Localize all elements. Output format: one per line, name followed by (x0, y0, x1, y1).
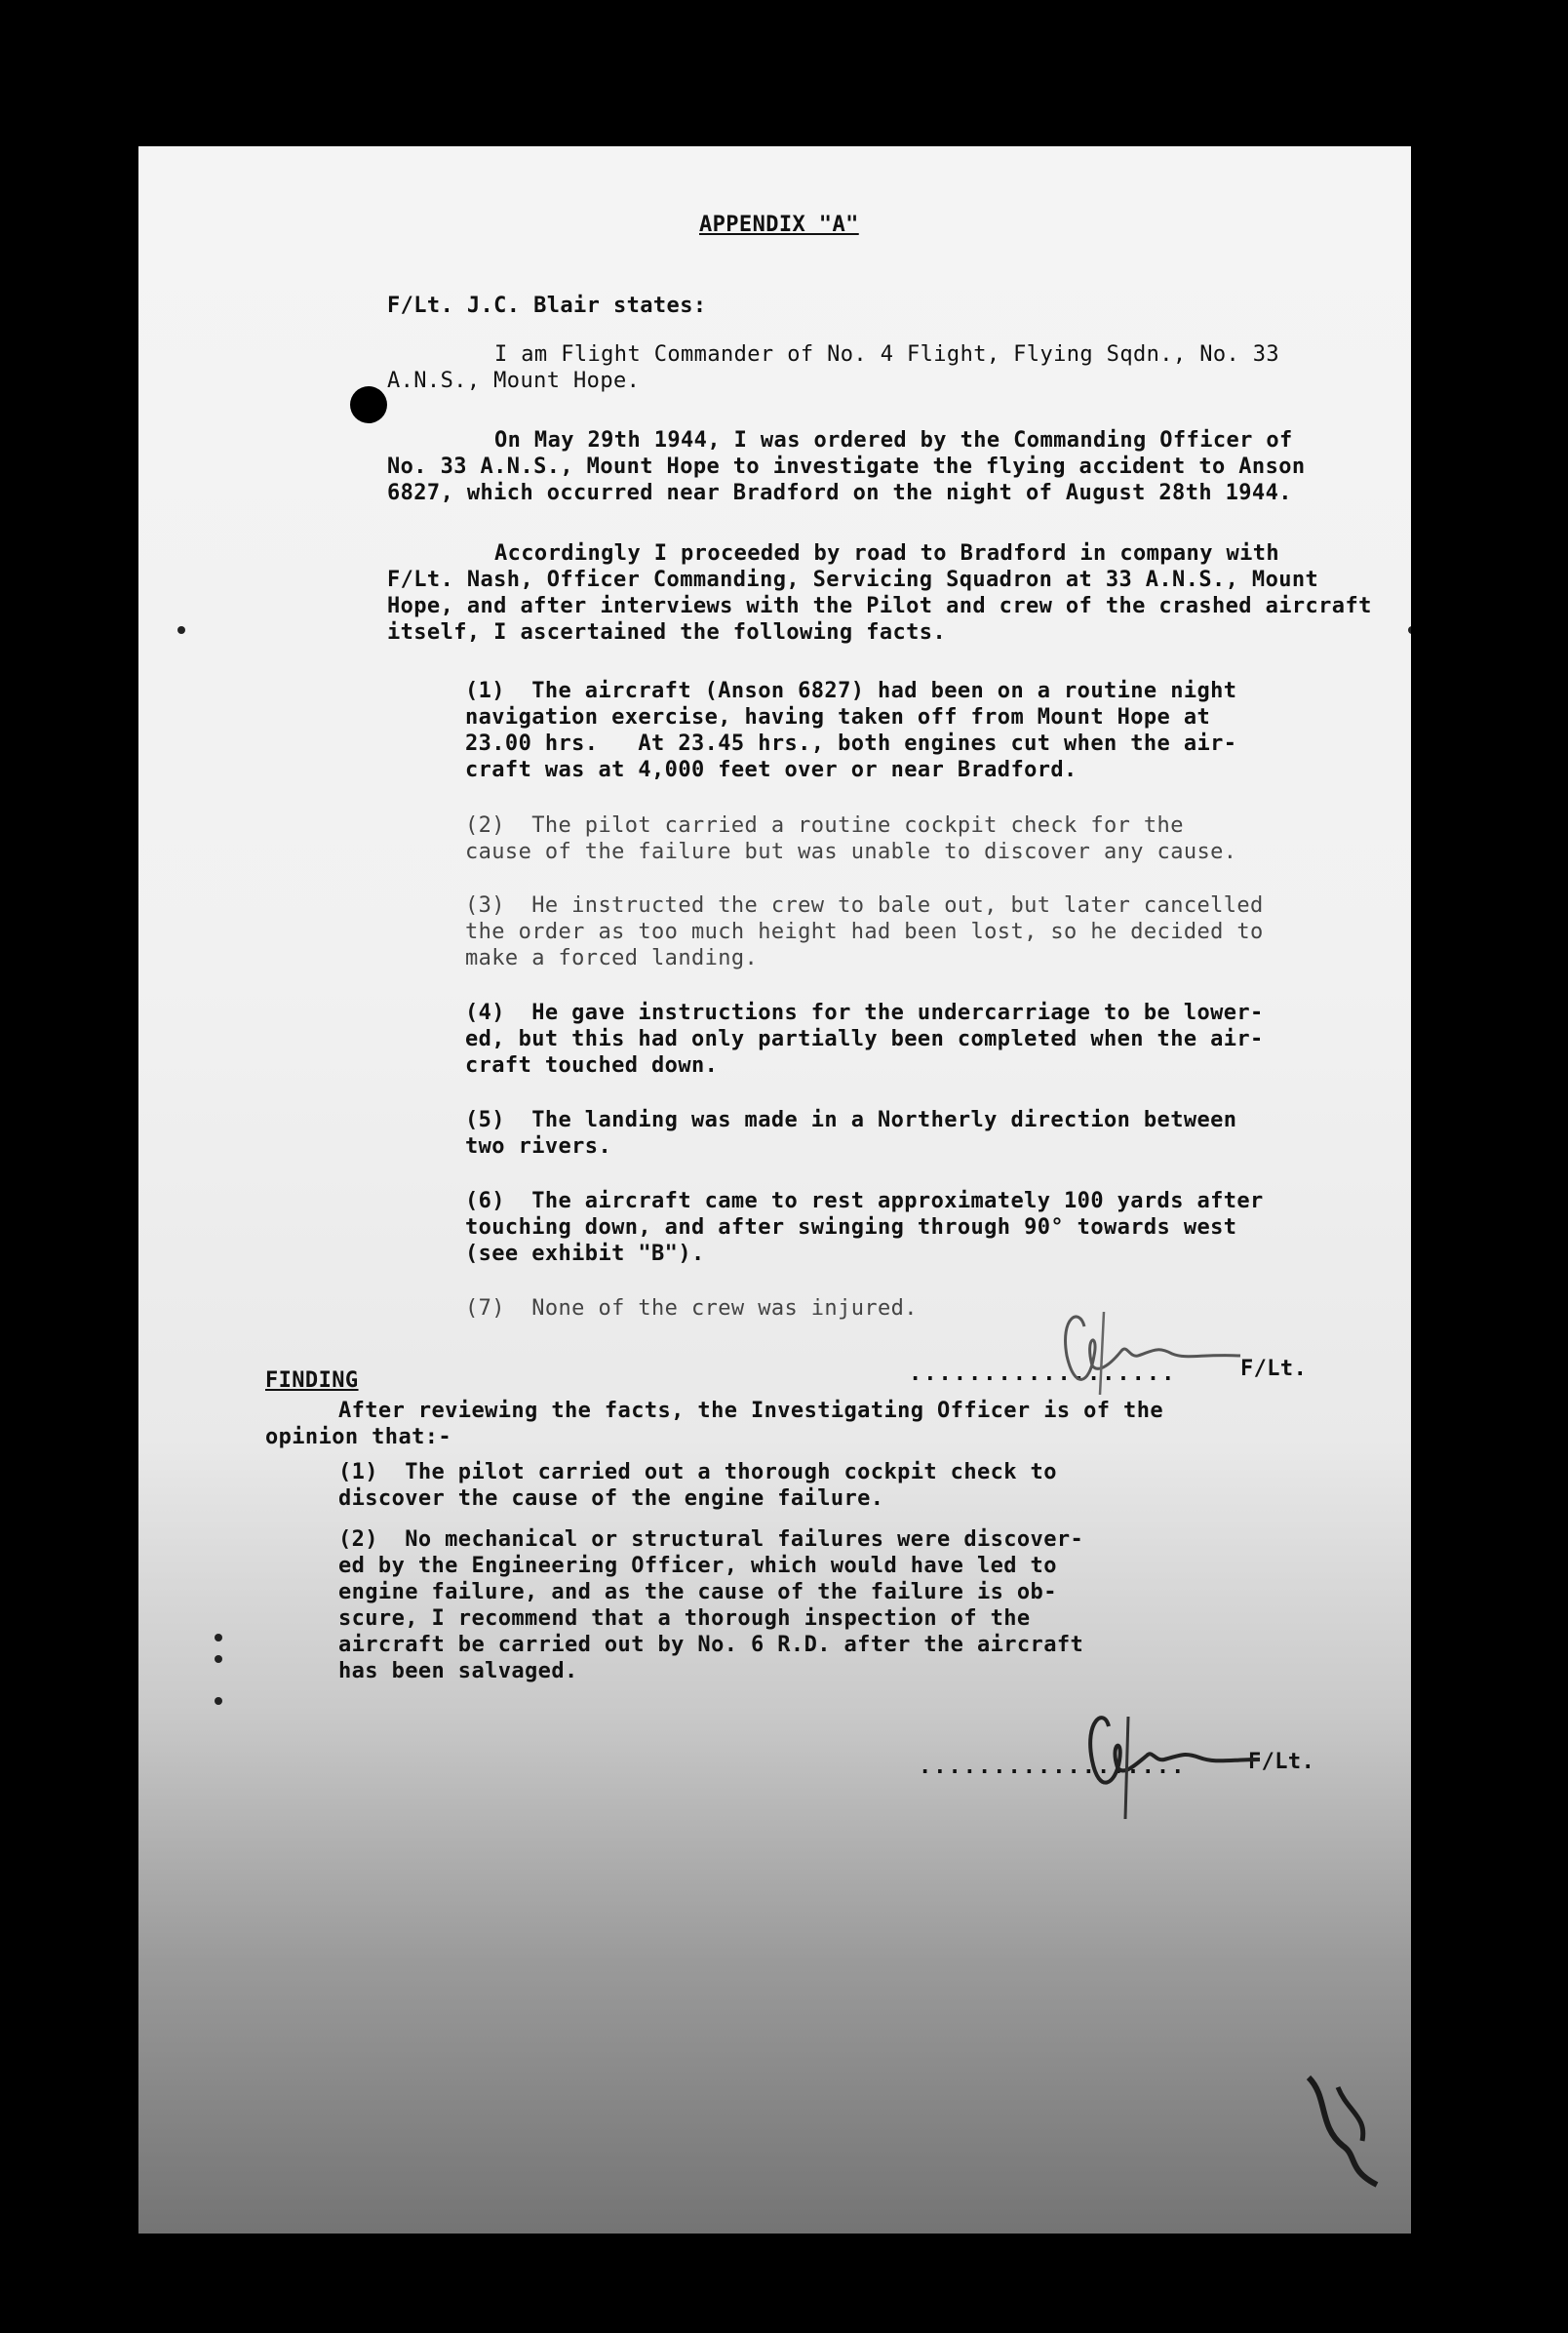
fact-line: (7) None of the crew was injured. (465, 1296, 918, 1321)
para2-line: 6827, which occurred near Bradford on the night of August 28th 1944. (387, 481, 1292, 505)
fact-line: touching down, and after swinging through 90° towards west (465, 1215, 1237, 1240)
rank-suffix: F/Lt. (1240, 1357, 1308, 1381)
para3-line: F/Lt. Nash, Officer Commanding, Servicing Squadron at 33 A.N.S., Mount (387, 568, 1319, 592)
para2-line: On May 29th 1944, I was ordered by the Commanding Officer of (494, 428, 1293, 453)
fact-line: ed, but this had only partially been completed when the air- (465, 1027, 1264, 1051)
finding-line: aircraft be carried out by No. 6 R.D. after the aircraft (338, 1633, 1084, 1657)
margin-mark (215, 1634, 222, 1641)
signature-dots: .................. (909, 1362, 1177, 1386)
fact-line: (4) He gave instructions for the undercarriage to be lower- (465, 1001, 1264, 1025)
finding-line: (2) No mechanical or structural failures were discover- (338, 1527, 1084, 1552)
fact-line: (3) He instructed the crew to bale out, but later cancelled (465, 893, 1264, 918)
para1-line: I am Flight Commander of No. 4 Flight, Flying Sqdn., No. 33 (494, 342, 1280, 367)
appendix-heading: APPENDIX "A" (699, 213, 859, 237)
fact-line: craft touched down. (465, 1053, 719, 1078)
finding-line: discover the cause of the engine failure. (338, 1486, 884, 1511)
para2-line: No. 33 A.N.S., Mount Hope to investigate the flying accident to Anson (387, 455, 1306, 479)
signature-image (1075, 1707, 1270, 1824)
finding-line: ed by the Engineering Officer, which would have led to (338, 1554, 1057, 1578)
fact-line: (see exhibit "B"). (465, 1242, 705, 1266)
fact-line: craft was at 4,000 feet over or near Bradford. (465, 758, 1078, 782)
margin-mark (1408, 626, 1411, 634)
fact-line: 23.00 hrs. At 23.45 hrs., both engines cut when the air- (465, 732, 1237, 756)
para1-line: A.N.S., Mount Hope. (387, 369, 641, 393)
fact-line: cause of the failure but was unable to discover any cause. (465, 840, 1237, 864)
punch-hole (350, 386, 387, 423)
fact-line: the order as too much height had been lost, so he decided to (465, 920, 1264, 944)
fact-line: make a forced landing. (465, 946, 759, 970)
fact-line: navigation exercise, having taken off from Mount Hope at (465, 705, 1211, 730)
para3-line: Accordingly I proceeded by road to Bradford in company with (494, 541, 1280, 566)
fact-line: (6) The aircraft came to rest approximately 100 yards after (465, 1189, 1264, 1213)
finding-line: has been salvaged. (338, 1659, 578, 1683)
finding-line: engine failure, and as the cause of the failure is ob- (338, 1580, 1057, 1604)
signature-image (1045, 1297, 1250, 1400)
margin-mark (215, 1655, 222, 1663)
finding-heading: FINDING (265, 1368, 359, 1393)
ink-smudge (1289, 2058, 1406, 2195)
para3-line: Hope, and after interviews with the Pilot and crew of the crashed aircraft (387, 594, 1372, 618)
margin-mark (177, 626, 185, 634)
fact-line: (1) The aircraft (Anson 6827) had been on a routine night (465, 679, 1237, 703)
finding-line: (1) The pilot carried out a thorough cockpit check to (338, 1460, 1057, 1484)
finding-intro-line: After reviewing the facts, the Investigating Officer is of the (338, 1399, 1163, 1423)
signature-dots: .................. (919, 1755, 1187, 1779)
statement-intro: F/Lt. J.C. Blair states: (387, 294, 707, 318)
fact-line: (2) The pilot carried a routine cockpit check for the (465, 813, 1184, 838)
rank-suffix: F/Lt. (1248, 1750, 1315, 1774)
finding-line: scure, I recommend that a thorough inspection of the (338, 1606, 1031, 1631)
document-page (138, 146, 1411, 2234)
para3-line: itself, I ascertained the following facts. (387, 620, 947, 645)
fact-line: (5) The landing was made in a Northerly direction between (465, 1108, 1237, 1132)
margin-mark (215, 1697, 222, 1705)
fact-line: two rivers. (465, 1134, 612, 1159)
finding-intro-line: opinion that:- (265, 1425, 452, 1449)
